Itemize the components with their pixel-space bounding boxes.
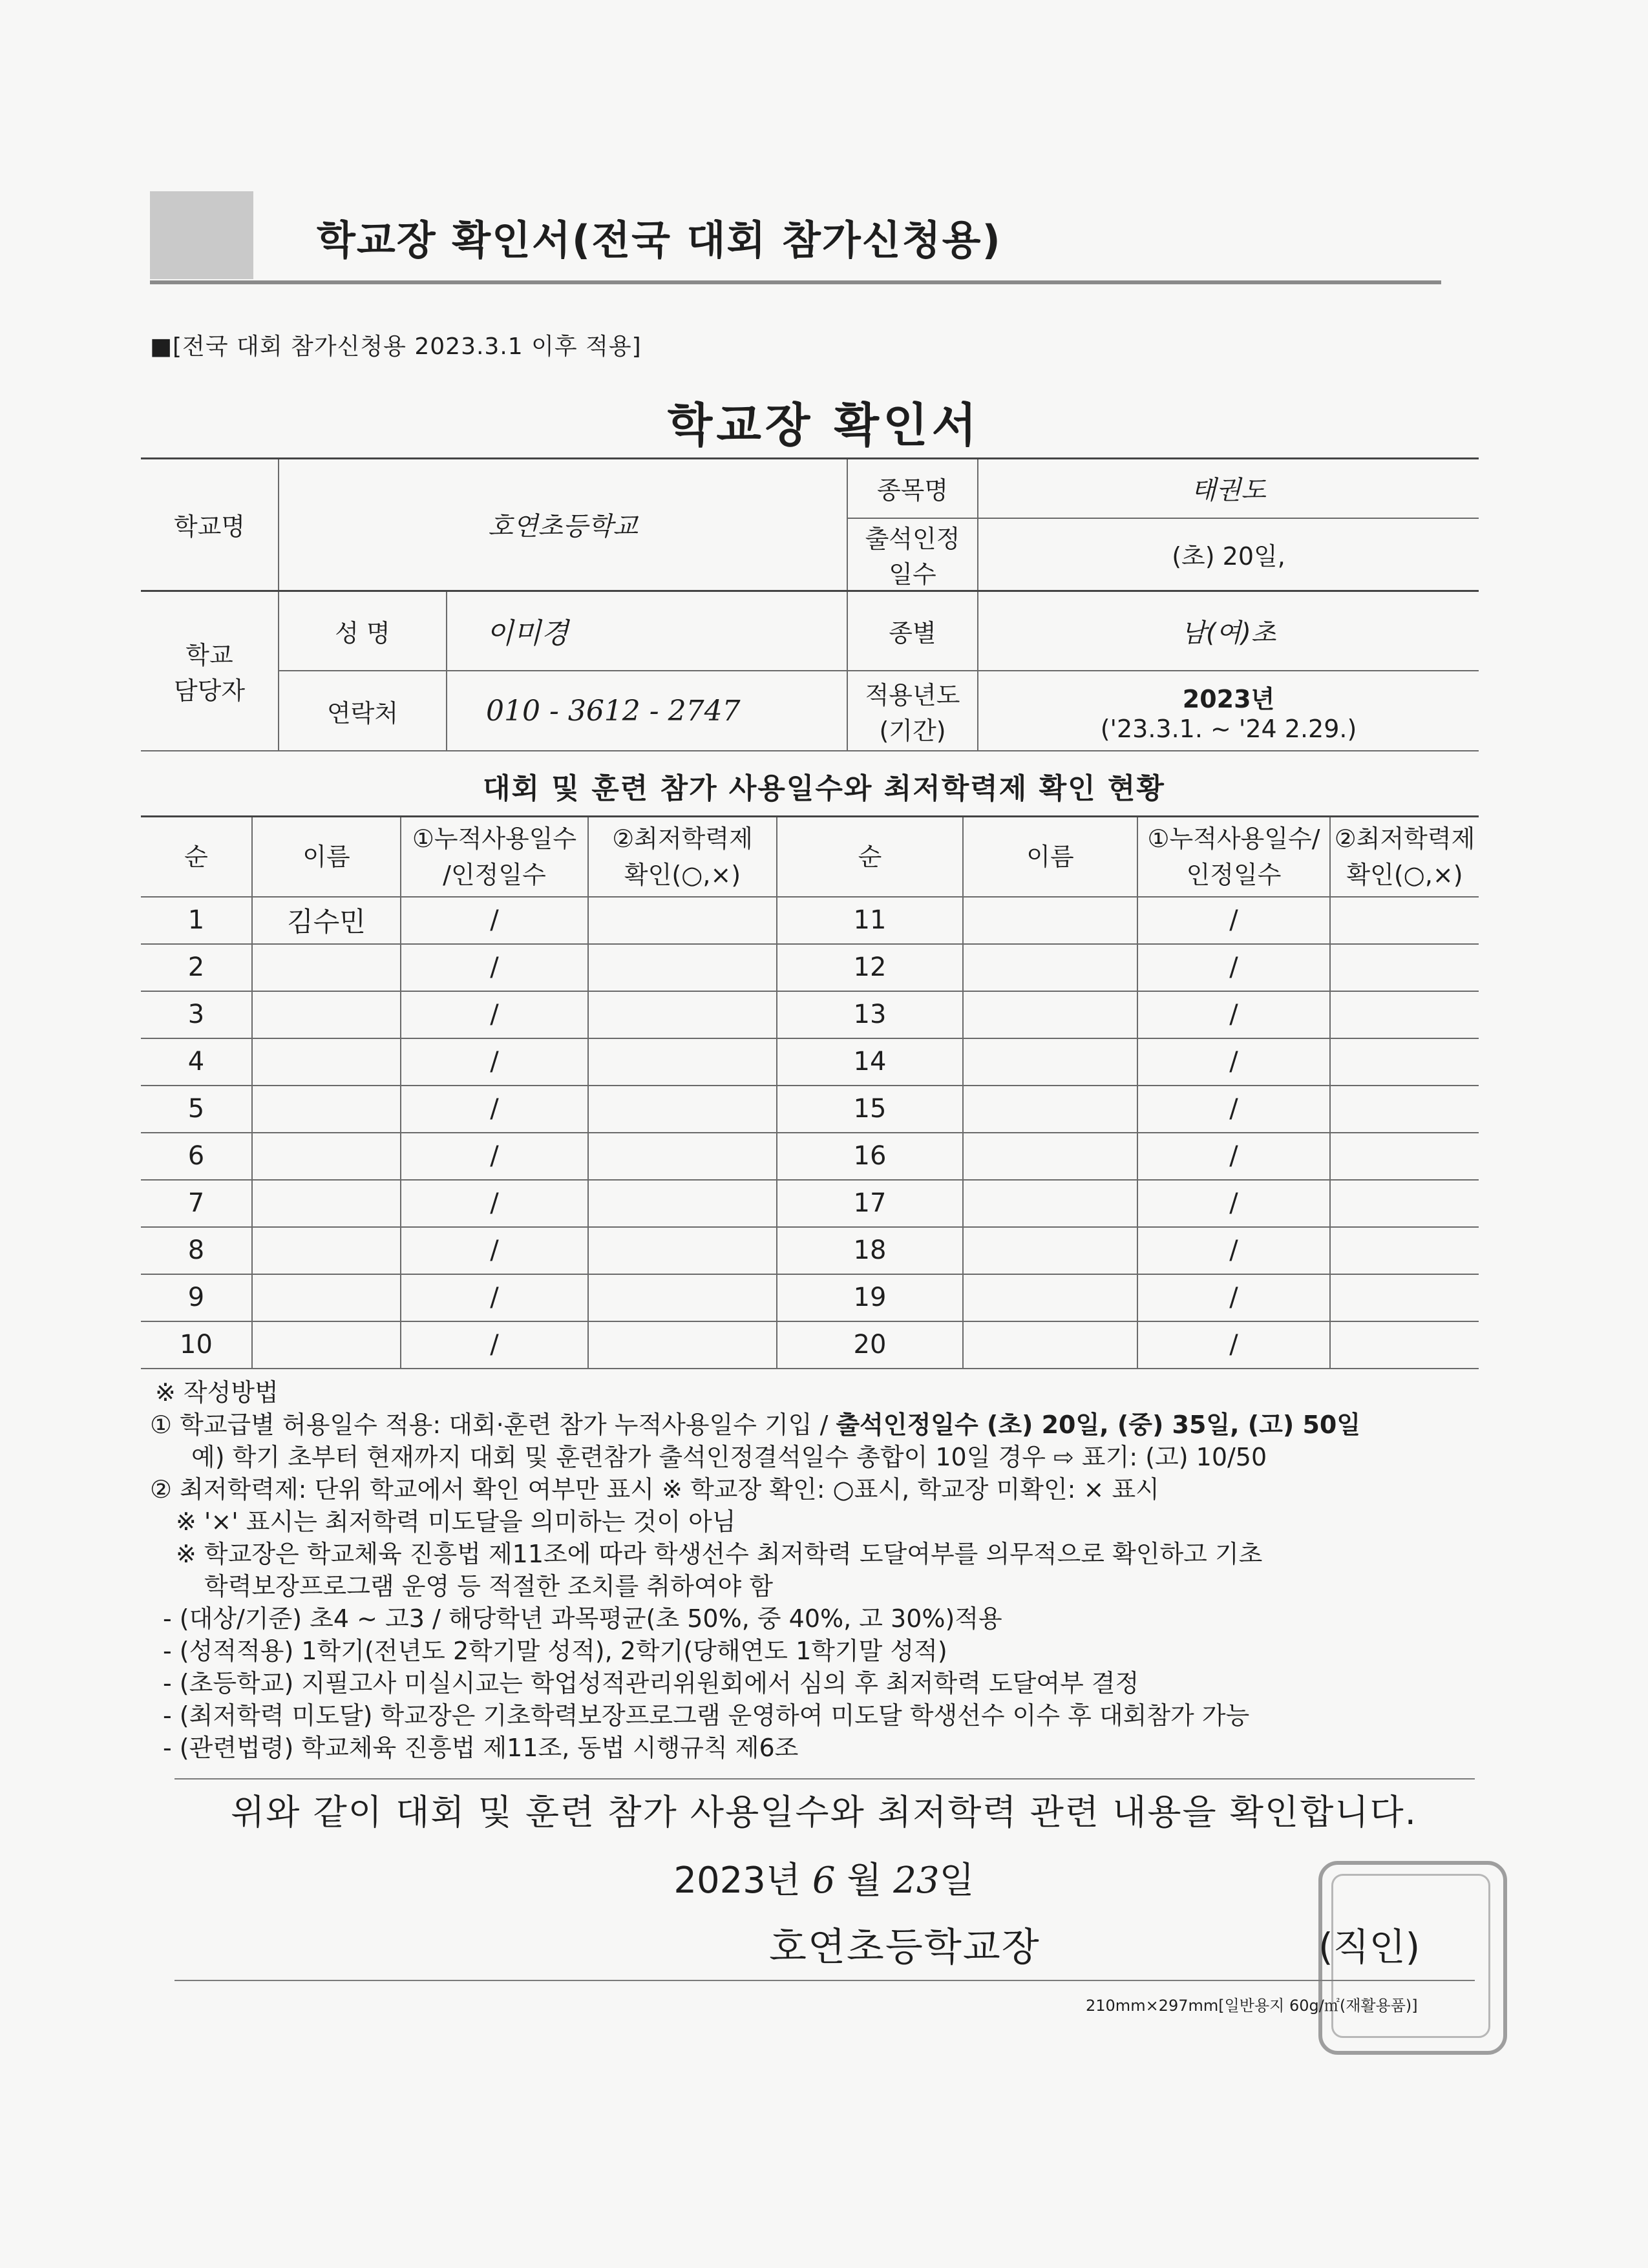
note-1-bold: 출석인정일수 (초) 20일, (중) 35일, (고) 50일 — [836, 1411, 1361, 1439]
col-days-left-line1: ①누적사용일수 — [412, 824, 577, 853]
table-row — [141, 1180, 1479, 1227]
contact-label-line2: 담당자 — [173, 677, 246, 706]
row-name — [252, 991, 401, 1038]
note-3: ※ '×' 표시는 최저학력 미도달을 의미하는 것이 아님 — [176, 1507, 736, 1536]
school-label: 학교명 — [141, 459, 279, 591]
attendance-label-line2: 일수 — [889, 560, 936, 589]
row-name — [963, 944, 1137, 991]
contact-label — [141, 591, 279, 751]
row-days: / — [401, 1274, 588, 1321]
row-no: 7 — [141, 1180, 252, 1227]
confirm-top-rule — [174, 1778, 1475, 1780]
row-check — [588, 1227, 777, 1274]
row-name — [963, 1274, 1137, 1321]
date-year: 2023년 — [673, 1860, 801, 1902]
row-name — [963, 1227, 1137, 1274]
status-title: 대회 및 훈련 참가 사용일수와 최저학력제 확인 현황 — [483, 772, 1165, 805]
instructions — [150, 1376, 1494, 1764]
year-label-line1: 적용년도 — [865, 681, 960, 709]
row-no: 11 — [777, 897, 963, 944]
row-name — [252, 1180, 401, 1227]
row-check — [1330, 1274, 1479, 1321]
year-value-cell — [978, 671, 1479, 751]
date-month: 6 — [812, 1860, 836, 1902]
row-check — [1330, 1227, 1479, 1274]
row-check — [588, 1180, 777, 1227]
table-row — [141, 1274, 1479, 1321]
row-name — [963, 991, 1137, 1038]
row-check — [588, 1133, 777, 1180]
row-name — [252, 1321, 401, 1369]
header-gray-box — [150, 191, 253, 279]
col-days-left — [401, 817, 588, 897]
row-name — [963, 1133, 1137, 1180]
roster-table — [141, 815, 1479, 1369]
col-check-left-line2: 확인(○,×) — [624, 860, 741, 889]
col-check-right-line2: 확인(○,×) — [1346, 860, 1463, 889]
row-check — [588, 944, 777, 991]
attendance-label-line1: 출석인정 — [865, 524, 960, 553]
row-days: / — [1137, 1133, 1330, 1180]
row-days: / — [401, 1321, 588, 1369]
note-7: - (성적적용) 1학기(전년도 2학기말 성적), 2학기(당해연도 1학기말 성적) — [163, 1637, 947, 1665]
row-no: 6 — [141, 1133, 252, 1180]
row-no: 10 — [141, 1321, 252, 1369]
row-no: 13 — [777, 991, 963, 1038]
row-name — [252, 1227, 401, 1274]
row-days: / — [1137, 1321, 1330, 1369]
row-name — [963, 1038, 1137, 1086]
note-5: 학력보장프로그램 운영 등 적절한 조치를 취하여야 함 — [204, 1572, 774, 1601]
apply-note: ■[전국 대회 참가신청용 2023.3.1 이후 적용] — [150, 333, 642, 360]
row-check — [588, 897, 777, 944]
row-check — [1330, 1086, 1479, 1133]
attendance-value: (초) 20일, — [978, 518, 1479, 591]
row-name — [252, 1038, 401, 1086]
row-days: / — [1137, 991, 1330, 1038]
row-name — [252, 1086, 401, 1133]
row-no: 12 — [777, 944, 963, 991]
col-check-right-line1: ②최저학력제 — [1334, 824, 1475, 853]
row-no: 2 — [141, 944, 252, 991]
row-days: / — [401, 1180, 588, 1227]
row-check — [588, 1038, 777, 1086]
table-row — [141, 1133, 1479, 1180]
row-days: / — [401, 944, 588, 991]
row-check — [588, 1086, 777, 1133]
row-name — [252, 1274, 401, 1321]
note-4: ※ 학교장은 학교체육 진흥법 제11조에 따라 학생선수 최저학력 도달여부를 의무적으로 확인하고 기초 — [176, 1540, 1263, 1568]
row-no: 8 — [141, 1227, 252, 1274]
date-day-unit: 일 — [939, 1860, 975, 1902]
row-days: / — [401, 991, 588, 1038]
notes-heading: ※ 작성방법 — [155, 1378, 279, 1407]
phone-value: 010 - 3612 - 2747 — [447, 671, 847, 751]
row-no: 20 — [777, 1321, 963, 1369]
year-period: ('23.3.1. ~ '24 2.29.) — [1100, 714, 1357, 743]
row-days: / — [1137, 1180, 1330, 1227]
col-name-right: 이름 — [963, 817, 1137, 897]
gender-value: 남(여)초 — [978, 591, 1479, 671]
row-no: 15 — [777, 1086, 963, 1133]
col-check-left-line1: ②최저학력제 — [612, 824, 753, 853]
year-value: 2023년 — [1182, 684, 1275, 713]
year-label — [847, 671, 978, 751]
row-no: 5 — [141, 1086, 252, 1133]
table-row — [141, 1321, 1479, 1369]
event-label: 종목명 — [847, 459, 978, 518]
table-row — [141, 1086, 1479, 1133]
row-days: / — [401, 1133, 588, 1180]
row-check — [1330, 991, 1479, 1038]
row-days: / — [1137, 1038, 1330, 1086]
col-no-left: 순 — [141, 817, 252, 897]
row-no: 3 — [141, 991, 252, 1038]
info-table — [141, 457, 1479, 751]
row-no: 19 — [777, 1274, 963, 1321]
year-label-line2: (기간) — [879, 717, 946, 745]
row-name — [963, 1321, 1137, 1369]
col-days-right-line2: 인정일수 — [1186, 860, 1282, 889]
row-days: / — [401, 1086, 588, 1133]
row-check — [588, 1274, 777, 1321]
row-check — [1330, 1321, 1479, 1369]
row-no: 14 — [777, 1038, 963, 1086]
footer-rule — [174, 1980, 1475, 1981]
table-row — [141, 944, 1479, 991]
table-row — [141, 1227, 1479, 1274]
attendance-label — [847, 518, 978, 591]
row-no: 18 — [777, 1227, 963, 1274]
row-check — [1330, 1038, 1479, 1086]
phone-label: 연락처 — [279, 671, 447, 751]
date-day: 23 — [893, 1860, 940, 1902]
banner-rule — [150, 280, 1441, 284]
note-1-text: ① 학교급별 허용일수 적용: 대회·훈련 참가 누적사용일수 기입 / — [150, 1411, 836, 1439]
col-days-right — [1137, 817, 1330, 897]
row-days: / — [401, 1227, 588, 1274]
row-check — [588, 991, 777, 1038]
table-row — [141, 1038, 1479, 1086]
note-6: - (대상/기준) 초4 ~ 고3 / 해당학년 과목평균(초 50%, 중 40%, 고 30%)적용 — [163, 1604, 1002, 1633]
row-check — [1330, 897, 1479, 944]
col-check-right — [1330, 817, 1479, 897]
row-check — [1330, 1133, 1479, 1180]
col-days-left-line2: /인정일수 — [443, 860, 546, 889]
row-no: 17 — [777, 1180, 963, 1227]
banner-title: 학교장 확인서(전국 대회 참가신청용) — [317, 216, 1002, 264]
event-value: 태권도 — [978, 459, 1479, 518]
row-check — [1330, 1180, 1479, 1227]
note-1-example: 예) 학기 초부터 현재까지 대회 및 훈련참가 출석인정결석일수 총합이 10일 경우 ⇨ 표기: (고) 10/50 — [191, 1443, 1267, 1471]
seal-label: (직인) — [1318, 1925, 1421, 1969]
row-name — [963, 1180, 1137, 1227]
gender-label: 종별 — [847, 591, 978, 671]
row-name: 김수민 — [252, 897, 401, 944]
principal-name: 호연초등학교장 — [769, 1925, 1041, 1970]
school-value: 호연초등학교 — [279, 459, 847, 591]
name-label: 성 명 — [279, 591, 447, 671]
col-check-left — [588, 817, 777, 897]
paper-spec: 210mm×297mm[일반용지 60g/㎡(재활용품)] — [1086, 1997, 1418, 2015]
row-name — [252, 944, 401, 991]
document-title: 학교장 확인서 — [667, 398, 981, 452]
col-name-left: 이름 — [252, 817, 401, 897]
row-no: 16 — [777, 1133, 963, 1180]
row-name — [963, 1086, 1137, 1133]
note-1 — [150, 1409, 1494, 1441]
note-9: - (최저학력 미도달) 학교장은 기초학력보장프로그램 운영하여 미도달 학생선수 이수 후 대회참가 가능 — [163, 1701, 1250, 1730]
row-days: / — [1137, 1227, 1330, 1274]
row-days: / — [401, 1038, 588, 1086]
row-no: 4 — [141, 1038, 252, 1086]
row-days: / — [1137, 1274, 1330, 1321]
row-days: / — [1137, 1086, 1330, 1133]
row-no: 9 — [141, 1274, 252, 1321]
note-2: ② 최저학력제: 단위 학교에서 확인 여부만 표시 ※ 학교장 확인: ○표시, 학교장 미확인: × 표시 — [150, 1475, 1159, 1504]
row-days: / — [1137, 897, 1330, 944]
note-8: - (초등학교) 지필고사 미실시교는 학업성적관리위원회에서 심의 후 최저학력 도달여부 결정 — [163, 1669, 1139, 1697]
name-value: 이미경 — [447, 591, 847, 671]
col-no-right: 순 — [777, 817, 963, 897]
table-row — [141, 991, 1479, 1038]
date-month-unit: 월 — [847, 1860, 882, 1902]
row-check — [1330, 944, 1479, 991]
table-row — [141, 897, 1479, 944]
contact-label-line1: 학교 — [185, 641, 233, 670]
row-name — [963, 897, 1137, 944]
col-days-right-line1: ①누적사용일수/ — [1147, 824, 1320, 853]
row-days: / — [401, 897, 588, 944]
row-check — [588, 1321, 777, 1369]
row-no: 1 — [141, 897, 252, 944]
row-name — [252, 1133, 401, 1180]
note-10: - (관련법령) 학교체육 진흥법 제11조, 동법 시행규칙 제6조 — [163, 1734, 799, 1762]
row-days: / — [1137, 944, 1330, 991]
confirmation-statement: 위와 같이 대회 및 훈련 참가 사용일수와 최저학력 관련 내용을 확인합니다. — [231, 1792, 1417, 1832]
